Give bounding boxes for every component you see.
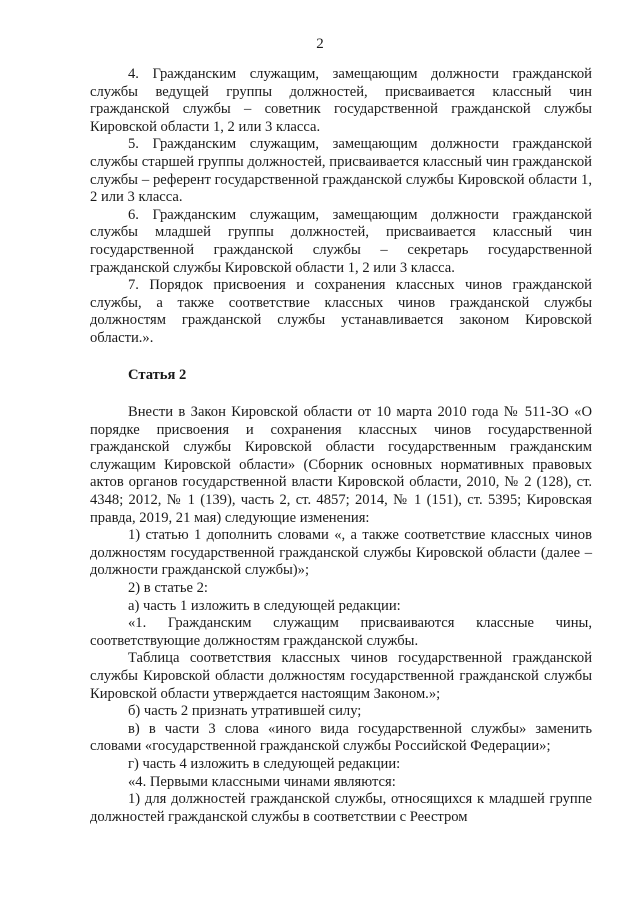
paragraph-item-6: 6. Гражданским служащим, замещающим должности гражданской службы младшей группы должностей, присваивается классный чин государственной гражданской службы – секретарь государственной гражданской службы Кировской области 1, 2 или 3 класса. bbox=[90, 206, 592, 276]
paragraph-amendment-1: 1) статью 1 дополнить словами «, а также соответствие классных чинов должностям государственной гражданской службы Кировской области (далее – должности гражданской службы)»; bbox=[90, 527, 592, 579]
paragraph-amendment-2b: б) часть 2 признать утратившей силу; bbox=[128, 703, 362, 720]
paragraph-amendment-intro: Внести в Закон Кировской области от 10 марта 2010 года № 511-ЗО «О порядке присвоения и сохранения классных чинов государственной гражданской службы Кировской области государственным гражданским служащим Кировской области» (Сборник основных нормативных правовых актов органов государственной власти Кировской области, 2010, № 2 (128), ст. 4348; 2012, № 1 (139), часть 2, ст. 4857; 2014, № 1 (151), ст. 5395; Кировская правда, 2019, 21 мая) следующие изменения: bbox=[90, 404, 592, 526]
paragraph-amendment-2: 2) в статье 2: bbox=[128, 580, 208, 597]
paragraph-amendment-2a: а) часть 1 изложить в следующей редакции: bbox=[128, 597, 401, 614]
document-body bbox=[90, 66, 592, 826]
spacer bbox=[90, 348, 592, 367]
paragraph-quoted-part-1: «1. Гражданским служащим присваиваются классные чины, соответствующие должностям гражданской службы. bbox=[90, 615, 592, 649]
paragraph-item-5: 5. Гражданским служащим, замещающим должности гражданской службы старшей группы должностей, присваивается классный чин гражданской службы – референт государственной гражданской службы Кировской области 1, 2 или 3 класса. bbox=[90, 136, 592, 206]
paragraph-item-7: 7. Порядок присвоения и сохранения классных чинов гражданской службы, а также соответствие классных чинов гражданской службы должностям гражданской службы устанавливается законом Кировской области.». bbox=[90, 277, 592, 346]
paragraph-quoted-part-4: «4. Первыми классными чинами являются: bbox=[128, 773, 396, 790]
paragraph-amendment-2v: в) в части 3 слова «иного вида государственной службы» заменить словами «государственной гражданской службы Российской Федерации»; bbox=[90, 720, 592, 755]
paragraph-amendment-2g: г) часть 4 изложить в следующей редакции: bbox=[128, 755, 401, 772]
spacer bbox=[90, 384, 592, 404]
paragraph-item-4: 4. Гражданским служащим, замещающим должности гражданской службы ведущей группы должностей, присваивается классный чин гражданской службы – советник государственной гражданской службы Кировской области 1, 2 или 3 класса. bbox=[90, 66, 592, 135]
page-number: 2 bbox=[316, 36, 324, 52]
paragraph-quoted-table: Таблица соответствия классных чинов государственной гражданской службы Кировской области должностям государственной гражданской службы Кировской области утверждается настоящим Законом.»; bbox=[90, 650, 592, 702]
article-title: Статья 2 bbox=[128, 366, 187, 383]
paragraph-quoted-item-1: 1) для должностей гражданской службы, относящихся к младшей группе должностей гражданской службы в соответствии с Реестром bbox=[90, 791, 592, 825]
